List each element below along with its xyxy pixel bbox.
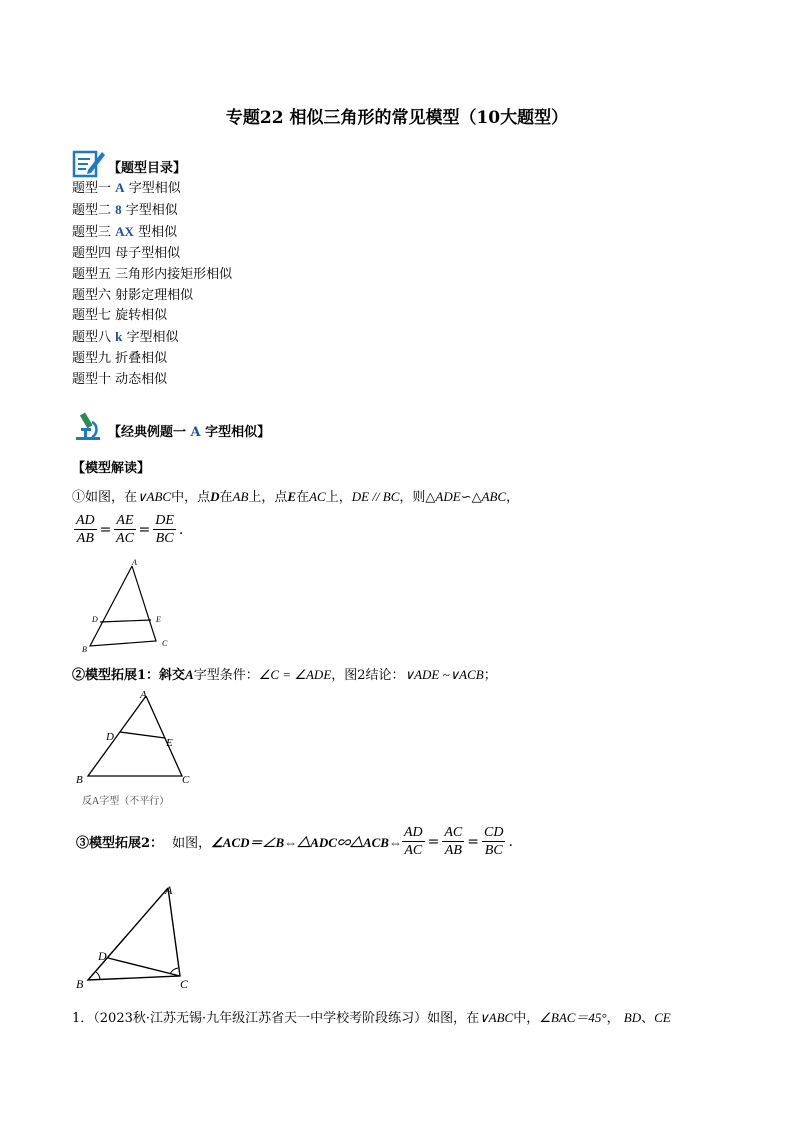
toc-item-num: A [115, 180, 125, 195]
p2-letter-a: A [185, 667, 194, 682]
toc-item-label: 题型七 [72, 308, 112, 324]
p2-tri-acb: ACB [459, 667, 484, 682]
p3-text-a: ③模型拓展2： [76, 836, 164, 851]
toc-item-name: 字型相似 [125, 202, 178, 218]
p2-text-c: 字型条件： [193, 668, 259, 683]
toc-item [72, 222, 232, 244]
toc-item-label: 题型三 [72, 224, 112, 240]
toc-item-label: 题型十 [72, 372, 112, 388]
fig1-label-d: D [92, 615, 98, 624]
toc-item [72, 265, 232, 286]
fig1-label-e: E [156, 615, 161, 624]
fig2-caption: 反A字型（不平行） [82, 796, 170, 807]
toc-item [72, 178, 232, 200]
toc-item-name: 射影定理相似 [115, 287, 194, 303]
toc-item-name: 折叠相似 [115, 351, 168, 367]
p2-text-h: ； [483, 668, 497, 683]
fig3-label-d: D [98, 949, 107, 963]
p2-tri-ade: ADE ~ [414, 667, 450, 682]
model-paragraph-1: ①如图，在∨ABC中，点D在AB上，点E在AC上，DE // BC，则△ADE∽△ABC， [72, 489, 520, 505]
fig3-label-b: B [76, 977, 84, 991]
page-title: 专题22 相似三角形的常见模型（10大题型） [225, 108, 569, 128]
toc-item-name: 三角形内接矩形相似 [115, 266, 233, 282]
question-1: 1．（2023秋·江苏无锡·九年级江苏省天一中学校考阶段练习）如图，在∨ABC中，∠BAC＝45°， BD、CE [72, 1010, 671, 1026]
p1-text-e: 在 [219, 490, 233, 505]
toc-item-label: 题型二 [72, 202, 112, 218]
p1-tri-abc-2: ABC [481, 489, 507, 504]
ratio-equation-1: $\frac{AD}{AB}$ = $\frac{AE}{AC}$ = $\frac{DE}{BC}$ . [76, 513, 184, 546]
toc-item-name: 旋转相似 [115, 308, 168, 324]
fig2-label-c: C [182, 774, 190, 786]
p1-point-e: E [287, 489, 297, 504]
p1-text-g: 上，点 [248, 490, 288, 505]
figure-a-shape [70, 558, 190, 658]
toc-item-num: 8 [115, 201, 122, 217]
example-heading [72, 410, 270, 442]
p1-text-a: ①如图，在 [72, 490, 138, 505]
toc-item-name: 型相似 [138, 224, 178, 240]
toc-item-num: AX [115, 223, 134, 239]
p3-equivalence: ∠ACD＝∠B⇔△ADC∽△ACB⇔ [211, 835, 402, 850]
p2-text-a: ②模型拓展1：斜交 [72, 668, 186, 683]
fig2-label-d: D [106, 731, 114, 743]
toc-item-name: 动态相似 [115, 372, 168, 388]
fraction: $\frac{AD}{AC}$ [403, 825, 423, 858]
toc-item [72, 286, 232, 307]
fig2-label-a: A [140, 689, 147, 701]
notepad-pen-icon [72, 148, 106, 178]
toc-item [72, 349, 232, 370]
fraction: $\frac{CD}{BC}$ [484, 825, 504, 858]
toc-item-label: 题型一 [72, 181, 112, 196]
toc-item-label: 题型五 [72, 266, 112, 282]
question-ce: CE [654, 1010, 671, 1025]
toc-item [72, 244, 232, 265]
fig1-label-c: C [162, 639, 168, 648]
toc-item [72, 370, 232, 391]
toc-heading-label: 【题型目录】 [108, 161, 187, 176]
fig1-label-a: A [132, 558, 137, 567]
p1-parallel: DE // BC [351, 489, 400, 504]
figure-mother-son-shape [70, 876, 210, 996]
question-tri: ABC [488, 1010, 514, 1025]
fig3-label-a: A [165, 883, 173, 897]
figure-oblique-a-shape [70, 686, 210, 808]
p2-text-e: ，图2结论： [331, 668, 405, 683]
p1-text-q: ， [506, 490, 520, 505]
p1-seg-ac: AC [309, 489, 326, 504]
fig2-label-e: E [166, 737, 173, 749]
model-paragraph-2: ②模型拓展1：斜交A字型条件：∠C = ∠ADE，图2结论：∨ADE ~∨ACB； [72, 667, 497, 683]
model-paragraph-3: ③模型拓展2： 如图，∠ACD＝∠B⇔△ADC∽△ACB⇔ $\frac{AD}{AC}$ = $\frac{AC}{AB}$ = $\frac{CD}{BC}$ . [76, 825, 513, 858]
fraction: $\frac{AE}{AC}$ [116, 513, 134, 546]
fraction: $\frac{AC}{AB}$ [444, 825, 463, 858]
p1-similar: ∽△ [460, 490, 482, 505]
toc-item-label: 题型四 [72, 245, 112, 261]
p2-angle: ∠C = ∠ADE [258, 667, 332, 682]
fig1-label-b: B [82, 645, 87, 654]
toc-item-name: 字型相似 [126, 330, 179, 346]
question-angle: ∠BAC＝45° [539, 1010, 607, 1025]
toc-item-name: 母子型相似 [115, 245, 181, 261]
toc-item [72, 200, 232, 222]
question-bd: BD [623, 1010, 642, 1025]
question-text: 1．（2023秋·江苏无锡·九年级江苏省天一中学校考阶段练习）如图，在 [72, 1011, 480, 1026]
p1-text-k: 上， [325, 490, 352, 505]
p1-text-m: ，则△ [399, 490, 436, 505]
example-heading-post: 字型相似】 [205, 425, 271, 440]
example-heading-num: A [190, 425, 201, 440]
fig2-label-b: B [76, 774, 83, 786]
p1-point-d: D [210, 489, 220, 504]
toc-item-label: 题型八 [72, 330, 112, 346]
question-mid: 中， [513, 1011, 540, 1026]
microscope-icon [72, 410, 104, 442]
p1-seg-ab: AB [232, 489, 249, 504]
toc-heading [72, 148, 186, 178]
example-heading-pre: 【经典例题一 [108, 425, 187, 440]
example-heading-label [108, 421, 270, 440]
p1-text-i: 在 [296, 490, 310, 505]
fraction: $\frac{DE}{BC}$ [155, 513, 174, 546]
toc-item-num: k [115, 329, 123, 345]
p1-text-c: 中，点 [171, 490, 211, 505]
fraction: $\frac{AD}{AB}$ [76, 513, 95, 546]
model-heading: 【模型解读】 [72, 461, 151, 476]
toc-list [72, 178, 232, 391]
toc-item-label: 题型九 [72, 351, 112, 367]
toc-item-name: 字型相似 [128, 181, 181, 196]
toc-item [72, 327, 232, 349]
toc-item [72, 306, 232, 327]
toc-item-label: 题型六 [72, 287, 112, 303]
p1-tri-ade: ADE [435, 489, 461, 504]
p3-text-b: 如图， [172, 836, 212, 851]
fig3-label-c: C [180, 977, 189, 991]
p1-tri-abc: ABC [146, 489, 172, 504]
